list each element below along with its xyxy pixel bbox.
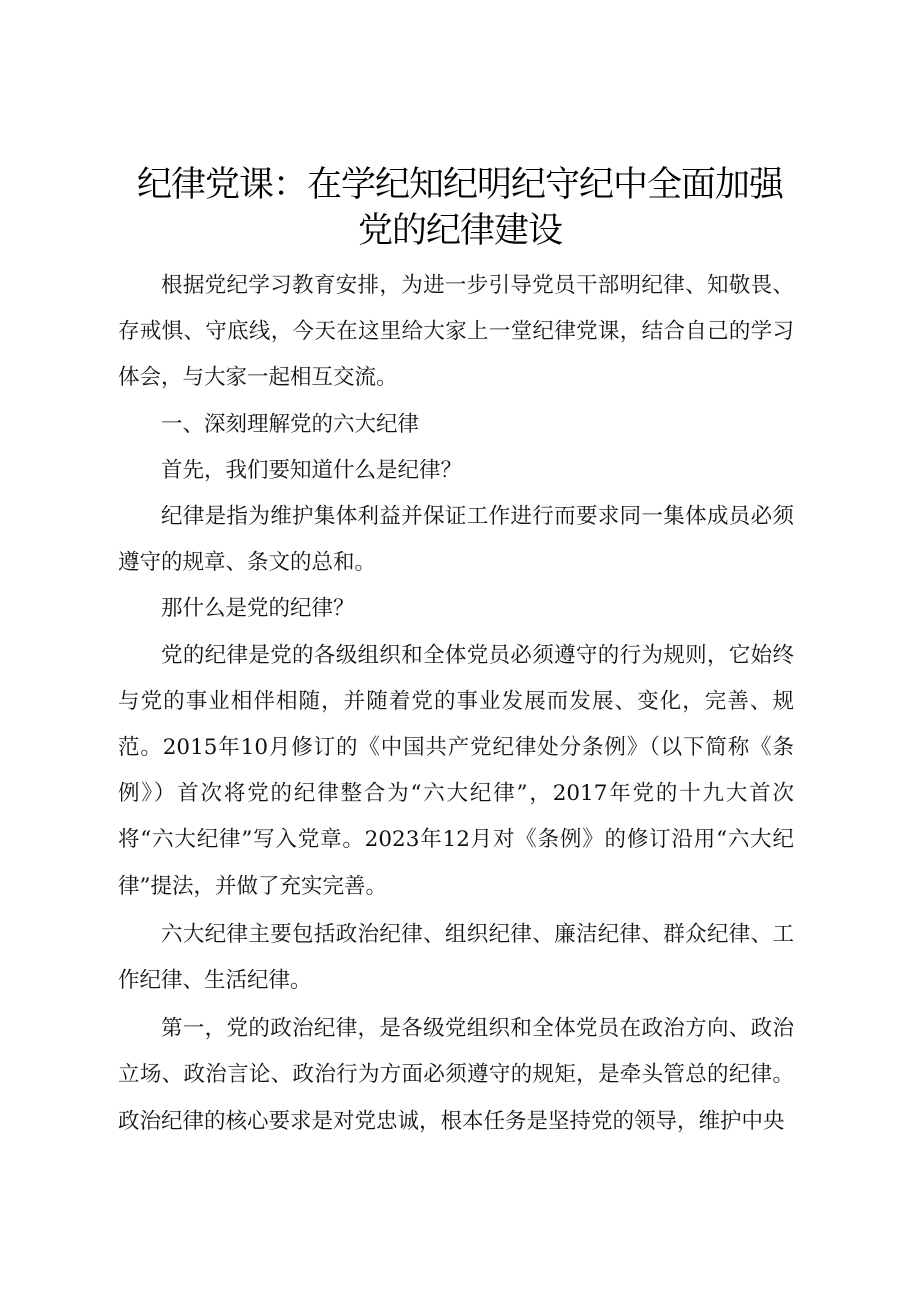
paragraph-question-party-discipline: 那什么是党的纪律？ (161, 596, 355, 622)
document-body (118, 263, 794, 1145)
document-title-line-1: 纪律党课：在学纪知纪明纪守纪中全面加强 (136, 165, 783, 205)
paragraph-intro: 根据党纪学习教育安排，为进一步引导党员干部明纪律、知敬畏、存戒惧、守底线，今天在这里给大家上一堂纪律党课，结合自己的学习体会，与大家一起相互交流。 (118, 273, 794, 391)
paragraph-six-disciplines: 六大纪律主要包括政治纪律、组织纪律、廉洁纪律、群众纪律、工作纪律、生活纪律。 (118, 921, 794, 994)
paragraph-question-discipline: 首先，我们要知道什么是纪律？ (161, 457, 463, 483)
section-heading-1: 一、深刻理解党的六大纪律 (161, 411, 420, 437)
paragraph-party-discipline-history: 党的纪律是党的各级组织和全体党员必须遵守的行为规则，它始终与党的事业相伴相随，并随着党的事业发展而发展、变化，完善、规范。2015年10月修订的《中国共产党纪律处分条例》（以下简称《条例》）首次将党的纪律整合为“六大纪律”，2017年党的十九大首次将“六大纪律”写入党章。2023年12月对《条例》的修订沿用“六大纪律”提法，并做了充实完善。 (118, 642, 794, 899)
document-title-line-2: 党的纪律建设 (357, 211, 562, 251)
paragraph-political-discipline: 第一，党的政治纪律，是各级党组织和全体党员在政治方向、政治立场、政治言论、政治行为方面必须遵守的规矩，是牵头管总的纪律。政治纪律的核心要求是对党忠诚，根本任务是坚持党的领导，维护中央 (118, 1016, 794, 1134)
paragraph-definition-discipline: 纪律是指为维护集体利益并保证工作进行而要求同一集体成员必须遵守的规章、条文的总和。 (118, 504, 794, 576)
